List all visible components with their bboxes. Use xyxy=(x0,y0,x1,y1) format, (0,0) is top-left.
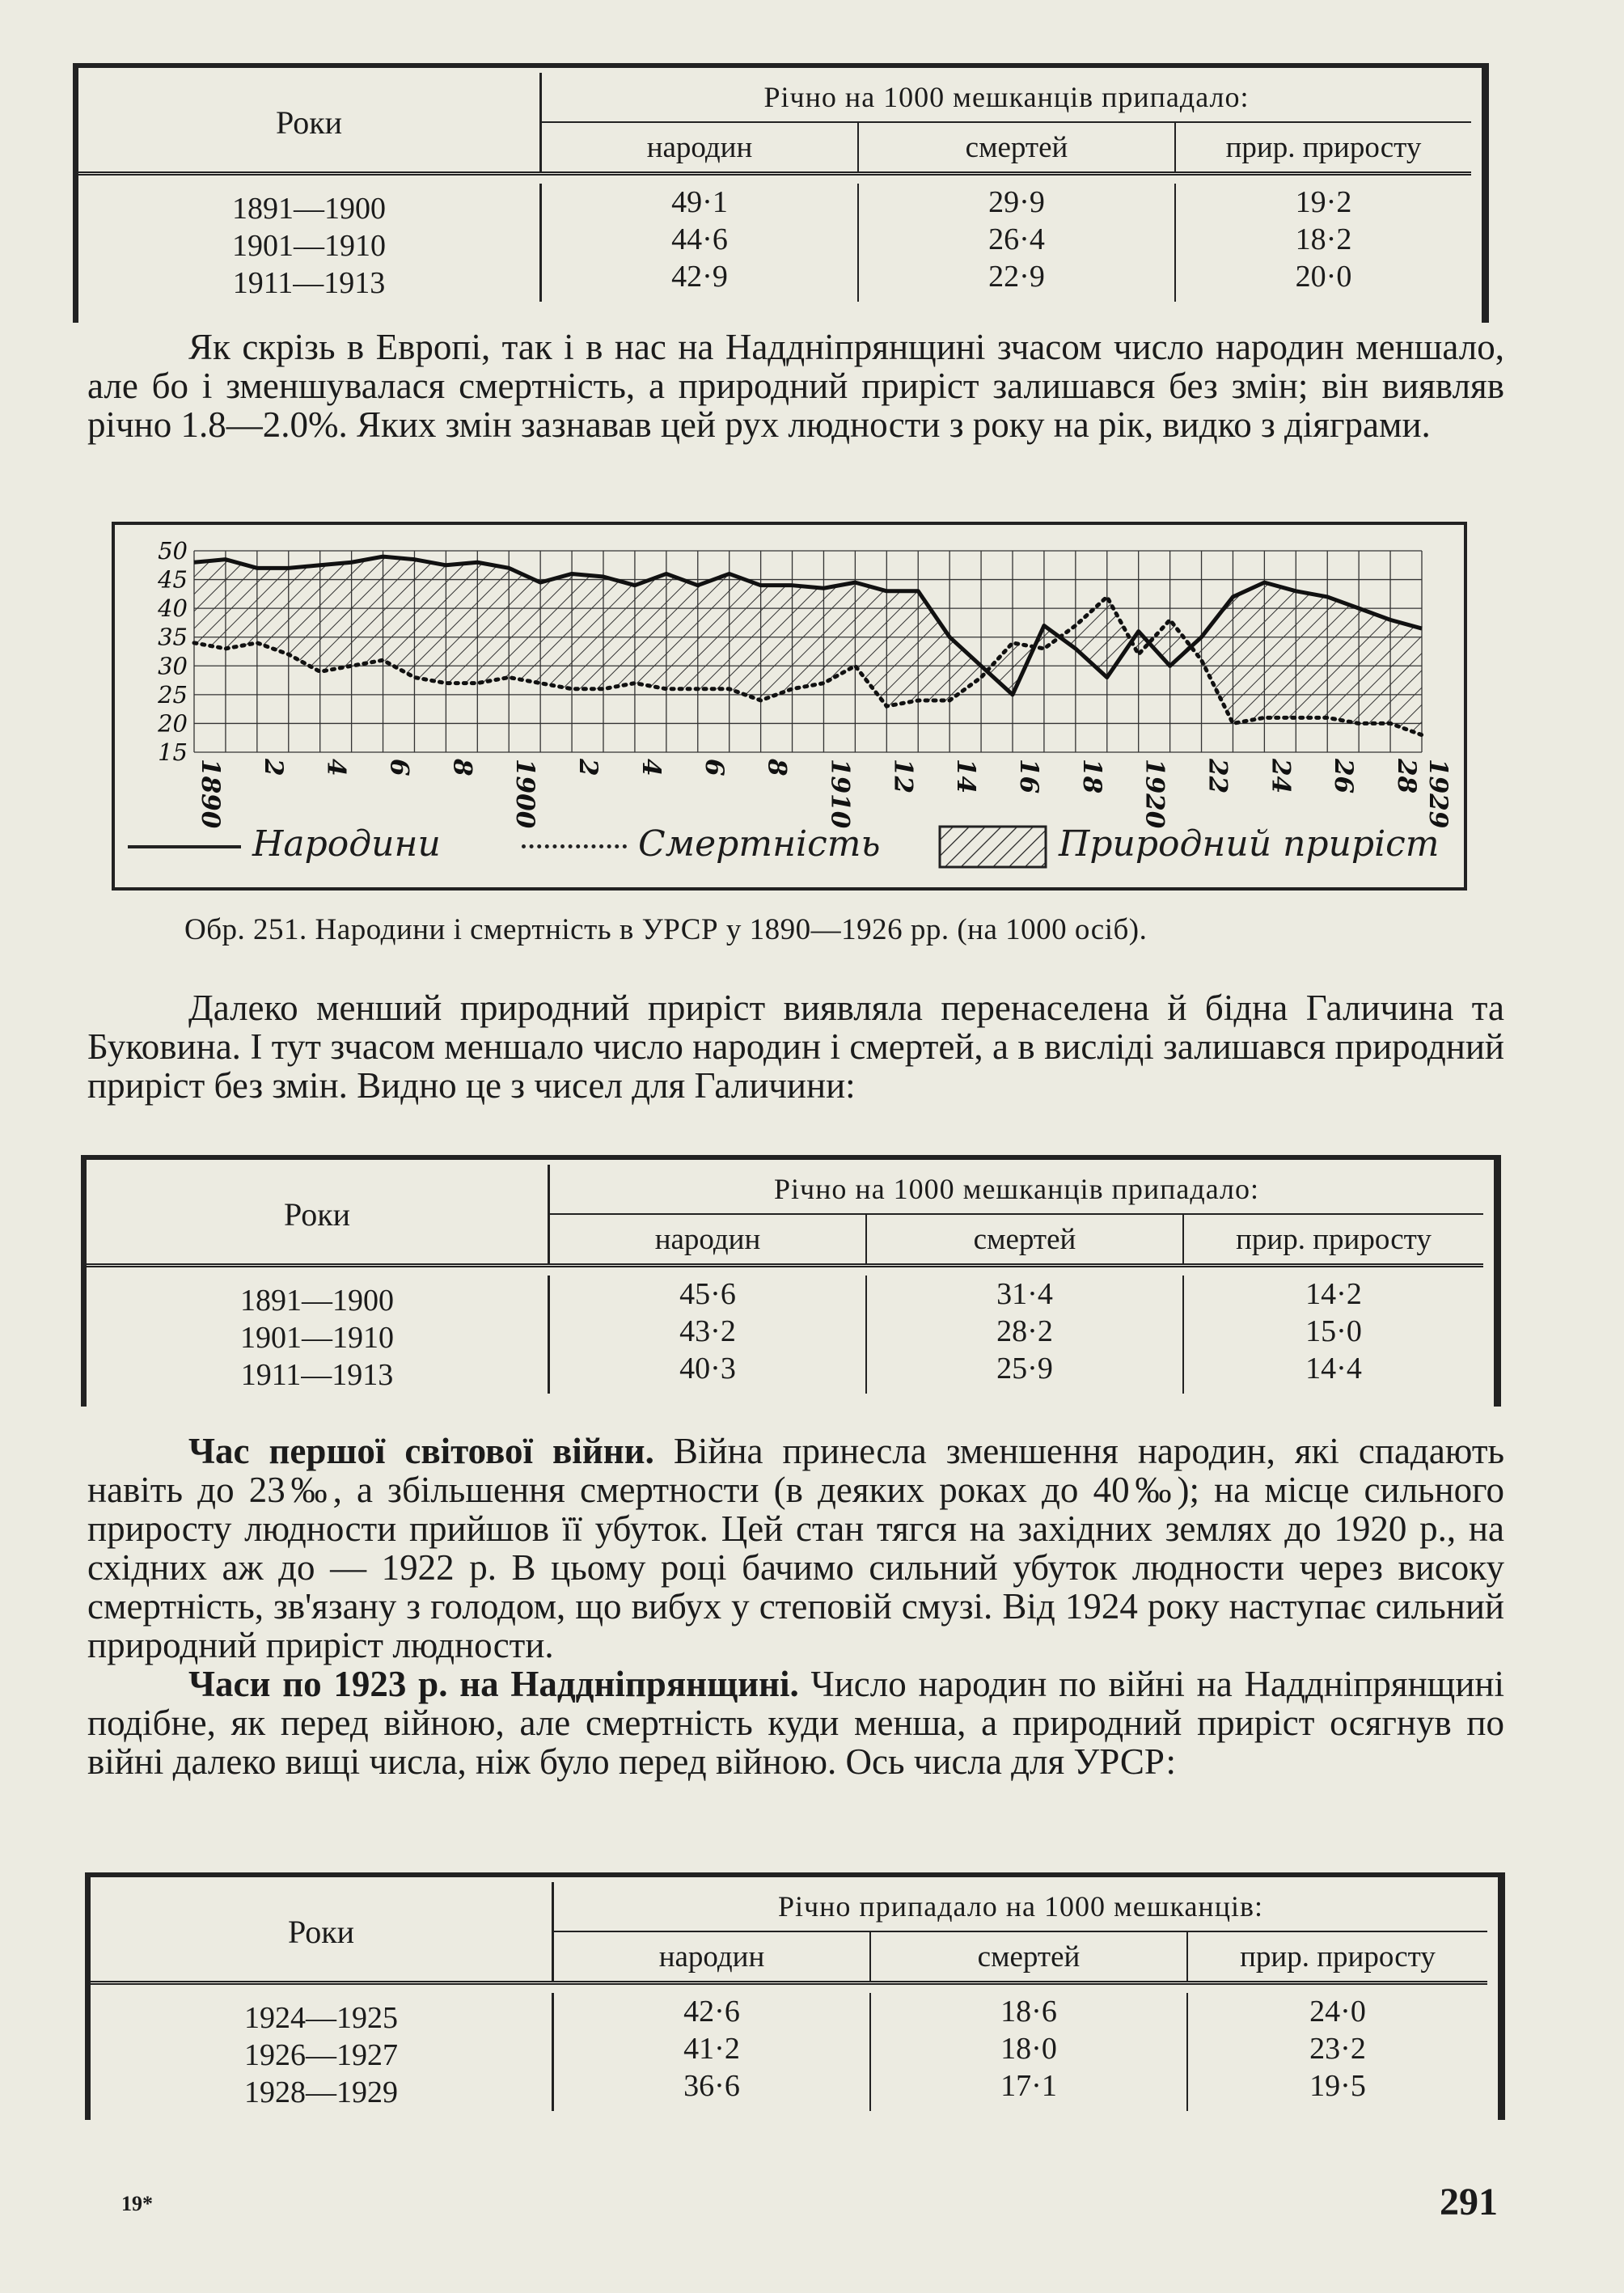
x-tick-label: 1910 xyxy=(825,759,855,829)
row-births: 45·6 xyxy=(679,1277,736,1311)
table-1-col-growth: прир. приросту xyxy=(1225,130,1422,164)
table-row xyxy=(78,184,1471,302)
row-growth: 14·2 xyxy=(1305,1277,1362,1311)
paragraph-3 xyxy=(87,1432,1504,1781)
x-tick-label: 2 xyxy=(573,759,603,776)
printer-signature: 19* xyxy=(121,2192,153,2215)
legend-hatched-icon xyxy=(938,825,1047,869)
table-3-years-header: Роки xyxy=(91,1882,553,1983)
row-years: 1891—1900 xyxy=(232,192,386,226)
table-1 xyxy=(78,73,1471,302)
y-tick-label: 40 xyxy=(158,594,188,623)
table-3-group-header: Річно припадало на 1000 мешканців: xyxy=(553,1882,1488,1931)
table-2-col-births: народин xyxy=(549,1214,867,1266)
table-3 xyxy=(91,1882,1487,2111)
row-births: 36·6 xyxy=(683,2069,740,2103)
table-1-deaths-cell xyxy=(858,184,1175,302)
x-tick-label: 26 xyxy=(1329,759,1359,794)
row-years: 1926—1927 xyxy=(244,2038,398,2072)
legend-deaths xyxy=(522,823,880,865)
row-births: 40·3 xyxy=(679,1352,736,1386)
row-growth: 23·2 xyxy=(1309,2032,1366,2066)
x-tick-label: 4 xyxy=(321,759,351,776)
x-tick-label: 1920 xyxy=(1140,759,1169,829)
row-deaths: 25·9 xyxy=(996,1352,1053,1386)
row-deaths: 28·2 xyxy=(996,1314,1053,1348)
x-tick-label: 6 xyxy=(384,759,414,776)
x-tick-label: 28 xyxy=(1392,759,1422,794)
table-2-years-header: Роки xyxy=(87,1165,549,1266)
x-tick-label: 14 xyxy=(951,759,981,794)
table-1-group-header: Річно на 1000 мешканців припадало: xyxy=(541,73,1472,122)
legend-births xyxy=(128,823,441,865)
row-deaths: 18·0 xyxy=(1000,2032,1057,2066)
row-growth: 15·0 xyxy=(1305,1314,1362,1348)
x-tick-label: 16 xyxy=(1014,759,1043,794)
table-3-col-growth: прир. приросту xyxy=(1240,1940,1436,1974)
row-births: 42·6 xyxy=(683,1995,740,2029)
table-2 xyxy=(87,1165,1483,1394)
table-row xyxy=(87,1276,1483,1394)
y-tick-label: 15 xyxy=(158,738,188,766)
y-tick-label: 45 xyxy=(158,565,188,594)
table-3-births-cell xyxy=(553,1993,871,2111)
table-3-col-births: народин xyxy=(553,1931,871,1983)
table-3-years-cell xyxy=(91,1993,553,2111)
legend-growth xyxy=(938,823,1440,869)
paragraph-4-title: Часи по 1923 р. на Наддніпрянщині. xyxy=(188,1664,799,1704)
x-tick-label: 22 xyxy=(1203,759,1233,794)
paragraph-3-text: Війна принесла зменшення народин, які спадають навіть до 23‰, а збільшення смертности (в деяких роках до 40‰); на місце сильного приросту людности прийшов її убуток. Цей стан тягся на західних землях до 1920 р., на східних аж до — 1922 р. В цьому році бачимо сильний убуток людности через високу смертність, зв'язану з голодом, що вибух у степовій смузі. Від 1924 року наступає сильний природний приріст людности. xyxy=(87,1431,1505,1665)
y-tick-label: 25 xyxy=(158,680,188,709)
legend-dotted-line-icon xyxy=(522,844,627,848)
page-number: 291 xyxy=(1440,2181,1498,2223)
row-years: 1911—1913 xyxy=(240,1358,394,1392)
x-tick-label: 12 xyxy=(888,759,918,794)
x-tick-label: 24 xyxy=(1266,759,1296,794)
y-tick-label: 20 xyxy=(158,709,188,738)
table-2-deaths-cell xyxy=(866,1276,1183,1394)
legend-solid-line-icon xyxy=(128,845,241,848)
row-deaths: 31·4 xyxy=(996,1277,1053,1311)
table-1-growth-cell xyxy=(1175,184,1471,302)
table-3-col-deaths: смертей xyxy=(870,1931,1187,1983)
figure-caption: Обр. 251. Народини і смертність в УРСР у 1890—1926 рр. (на 1000 осіб). xyxy=(184,913,1148,946)
y-tick-label: 30 xyxy=(158,652,188,680)
row-deaths: 26·4 xyxy=(988,222,1045,256)
paragraph-3-title: Час першої світової війни. xyxy=(188,1431,654,1471)
growth-area xyxy=(194,556,1422,735)
row-deaths: 17·1 xyxy=(1000,2069,1057,2103)
table-2-growth-cell xyxy=(1183,1276,1483,1394)
table-2-years-cell xyxy=(87,1276,549,1394)
row-births: 42·9 xyxy=(671,260,728,294)
row-years: 1891—1900 xyxy=(240,1284,394,1318)
y-tick-label: 50 xyxy=(158,537,188,565)
x-tick-label: 1900 xyxy=(510,759,540,829)
row-years: 1901—1910 xyxy=(232,229,386,263)
x-tick-label: 8 xyxy=(447,759,477,776)
y-tick-label: 35 xyxy=(158,623,188,651)
x-tick-label: 6 xyxy=(699,759,729,776)
row-births: 44·6 xyxy=(671,222,728,256)
row-growth: 14·4 xyxy=(1305,1352,1362,1386)
row-years: 1901—1910 xyxy=(240,1321,394,1355)
x-tick-label: 8 xyxy=(762,759,792,776)
row-deaths: 22·9 xyxy=(988,260,1045,294)
table-1-years-header: Роки xyxy=(78,73,541,174)
row-growth: 18·2 xyxy=(1295,222,1352,256)
table-2-col-growth: прир. приросту xyxy=(1236,1222,1432,1256)
x-tick-label: 1890 xyxy=(196,759,225,829)
row-births: 41·2 xyxy=(683,2032,740,2066)
row-growth: 19·2 xyxy=(1295,185,1352,219)
x-tick-label: 4 xyxy=(636,759,666,776)
row-births: 49·1 xyxy=(671,185,728,219)
table-1-col-deaths: смертей xyxy=(858,122,1175,174)
row-years: 1911—1913 xyxy=(232,266,386,300)
row-years: 1928—1929 xyxy=(244,2075,398,2109)
table-2-group-header: Річно на 1000 мешканців припадало: xyxy=(549,1165,1484,1214)
table-3-growth-cell xyxy=(1187,1993,1487,2111)
row-growth: 20·0 xyxy=(1295,260,1352,294)
table-1-births-cell xyxy=(541,184,859,302)
paragraph-2-text: Далеко менший природний приріст виявляла перенаселена й бідна Галичина та Буковина. І тут зчасом меншало число народин і смертей, а в висліді залишався природний приріст без змін. Видно це з чисел для Галичини: xyxy=(87,988,1504,1106)
table-2-col-deaths: смертей xyxy=(866,1214,1183,1266)
table-row xyxy=(91,1993,1487,2111)
row-growth: 24·0 xyxy=(1309,1995,1366,2029)
legend-births-label: Народини xyxy=(252,823,441,865)
x-tick-label: 18 xyxy=(1076,759,1106,794)
table-1-years-cell xyxy=(78,184,541,302)
table-1-col-births: народин xyxy=(541,122,859,174)
paragraph-1-text: Як скрізь в Европі, так і в нас на Наддніпрянщині зчасом число народин меншало, але бо і зменшувалася смертність, а природний приріст залишався без змін; він виявляв річно 1.8—2.0%. Яких змін зазнавав цей рух людности з року на рік, видко з діяграми. xyxy=(87,327,1504,445)
row-births: 43·2 xyxy=(679,1314,736,1348)
x-tick-label: 1929 xyxy=(1423,759,1453,829)
row-growth: 19·5 xyxy=(1309,2069,1366,2103)
legend-growth-label: Природний приріст xyxy=(1059,823,1440,865)
row-deaths: 29·9 xyxy=(988,185,1045,219)
paragraph-1 xyxy=(87,328,1504,444)
legend-deaths-label: Смертність xyxy=(638,823,881,865)
row-deaths: 18·6 xyxy=(1000,1995,1057,2029)
row-years: 1924—1925 xyxy=(244,2001,398,2035)
table-3-deaths-cell xyxy=(870,1993,1187,2111)
table-2-births-cell xyxy=(549,1276,867,1394)
x-tick-label: 2 xyxy=(258,759,288,776)
paragraph-4-text: Число народин по війні на Наддніпрянщині подібне, як перед війною, але смертність куди менша, а природний приріст осягнув по війні далеко вищі числа, ніж було перед війною. Ось числа для УРСР: xyxy=(87,1664,1504,1782)
paragraph-2 xyxy=(87,988,1504,1105)
